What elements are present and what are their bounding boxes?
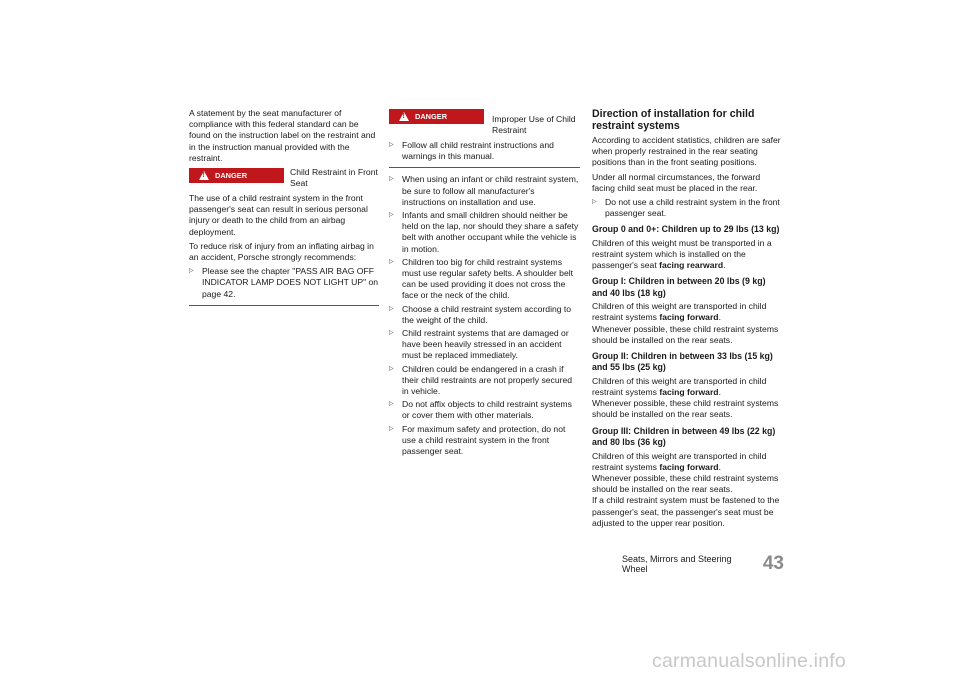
danger-badge [389,109,484,124]
list-item: ▷ Please see the chapter "PASS AIR BAG OFF INDICATOR LAMP DOES NOT LIGHT UP" on page 42. [189,266,379,300]
page-number: 43 [762,553,784,574]
group-heading: Group I: Children in between 20 lbs (9 kg) and 40 lbs (18 kg) [592,276,766,298]
list-item: ▷ For maximum safety and protection, do not use a child restraint system in the front passenger seat. [389,424,580,458]
list-item: ▷ Children too big for child restraint systems must use regular safety belts. A shoulder belt can be used providing it does not cross the face or the neck of the child. [389,257,580,302]
text: Children of this weight are transported in child restraint systems [592,301,767,323]
divider [189,305,379,306]
danger-badge [189,168,284,183]
paragraph: To reduce risk of injury from an inflating airbag in an accident, Porsche strongly recommends: [189,240,374,263]
bullet-list [389,174,580,457]
emphasis: facing rearward [659,260,724,271]
paragraph: Under all normal circumstances, the forward facing child seat must be placed in the rear. [592,171,761,193]
paragraph: Children of this weight must be transported in a restraint system which is installed on the passenger's seat facing rearward. [592,237,772,271]
paragraph: According to accident statistics, children are safer when properly restrained in the rear seating positions than in the front seating positions. [592,135,781,168]
list-item: ▷ Infants and small children should neither be held on the lap, nor should they share a safety belt with another occupant while the vehicle is in motion. [389,210,580,255]
paragraph: If a child restraint system must be fastened to the passenger's seat, the passenger's seat must be adjusted to the upper rear position. [592,495,780,528]
danger-callout-front-seat [189,167,379,189]
warning-triangle-icon [199,171,209,180]
column-middle [389,108,580,460]
paragraph: Children of this weight are transported in child restraint systems facing forward. [592,450,767,472]
emphasis: facing forward [659,312,719,323]
group-heading: Group II: Children in between 33 lbs (15 kg) and 55 lbs (25 kg) [592,351,773,373]
watermark: carmanualsonline.info [652,650,846,672]
bullet-list [389,140,580,162]
danger-label: DANGER [215,170,248,180]
paragraph: The use of a child restraint system in the front passenger's seat can result in serious personal injury or death to the child from an airbag deployment. [189,193,368,237]
group-heading: Group III: Children in between 49 lbs (22 kg) and 80 lbs (36 kg) [592,425,776,448]
bullet-list [592,197,782,219]
list-item: ▷ Do not affix objects to child restraint systems or cover them with other materials. [389,399,580,421]
list-item: ▷ Child restraint systems that are damaged or have been heavily stressed in an accident must be replaced immediately. [389,328,580,362]
divider [389,167,580,168]
emphasis: facing forward [659,387,719,398]
list-item: ▷ When using an infant or child restraint system, be sure to follow all manufacturer's instructions on installation and use. [389,174,580,208]
text: Children of this weight must be transported in a restraint system which is installed on the passenger's seat [592,237,772,271]
list-item: ▷ Follow all child restraint instructions and warnings in this manual. [389,140,580,162]
text: Children of this weight are transported in child restraint systems [592,375,767,398]
page-footer [622,553,784,575]
list-item: ▷ Choose a child restraint system according to the weight of the child. [389,304,580,326]
text: Children of this weight are transported in child restraint systems [592,450,767,472]
column-left [189,108,379,312]
paragraph: Whenever possible, these child restraint systems should be installed on the rear seats. [592,323,779,345]
intro-paragraph: A statement by the seat manufacturer of compliance with this federal standard can be found on the instruction label on the restraint and in the instruction manual provided with the restraint. [189,108,376,163]
paragraph: Whenever possible, these child restraint systems should be installed on the rear seats. [592,472,779,495]
bullet-list [189,266,379,300]
section-heading: Direction of installation for child restraint systems [592,108,755,132]
danger-title: Child Restraint in Front Seat [290,167,378,189]
danger-callout-improper-use [389,108,580,136]
chapter-title: Seats, Mirrors and Steering Wheel [622,554,732,574]
list-item: ▷ Do not use a child restraint system in the front passenger seat. [592,197,782,219]
group-heading: Group 0 and 0+: Children up to 29 lbs (13 kg) [592,224,780,235]
warning-triangle-icon [399,112,409,121]
emphasis: facing forward [659,461,719,472]
danger-label: DANGER [415,111,448,121]
danger-title: Improper Use of Child Restraint [492,114,576,135]
paragraph: Children of this weight are transported in child restraint systems facing forward. [592,375,767,398]
column-right [592,108,782,532]
paragraph: Whenever possible, these child restraint systems should be installed on the rear seats. [592,398,779,420]
paragraph: Children of this weight are transported in child restraint systems facing forward. [592,301,767,323]
list-item: ▷ Children could be endangered in a crash if their child restraints are not properly secured in vehicle. [389,364,580,398]
